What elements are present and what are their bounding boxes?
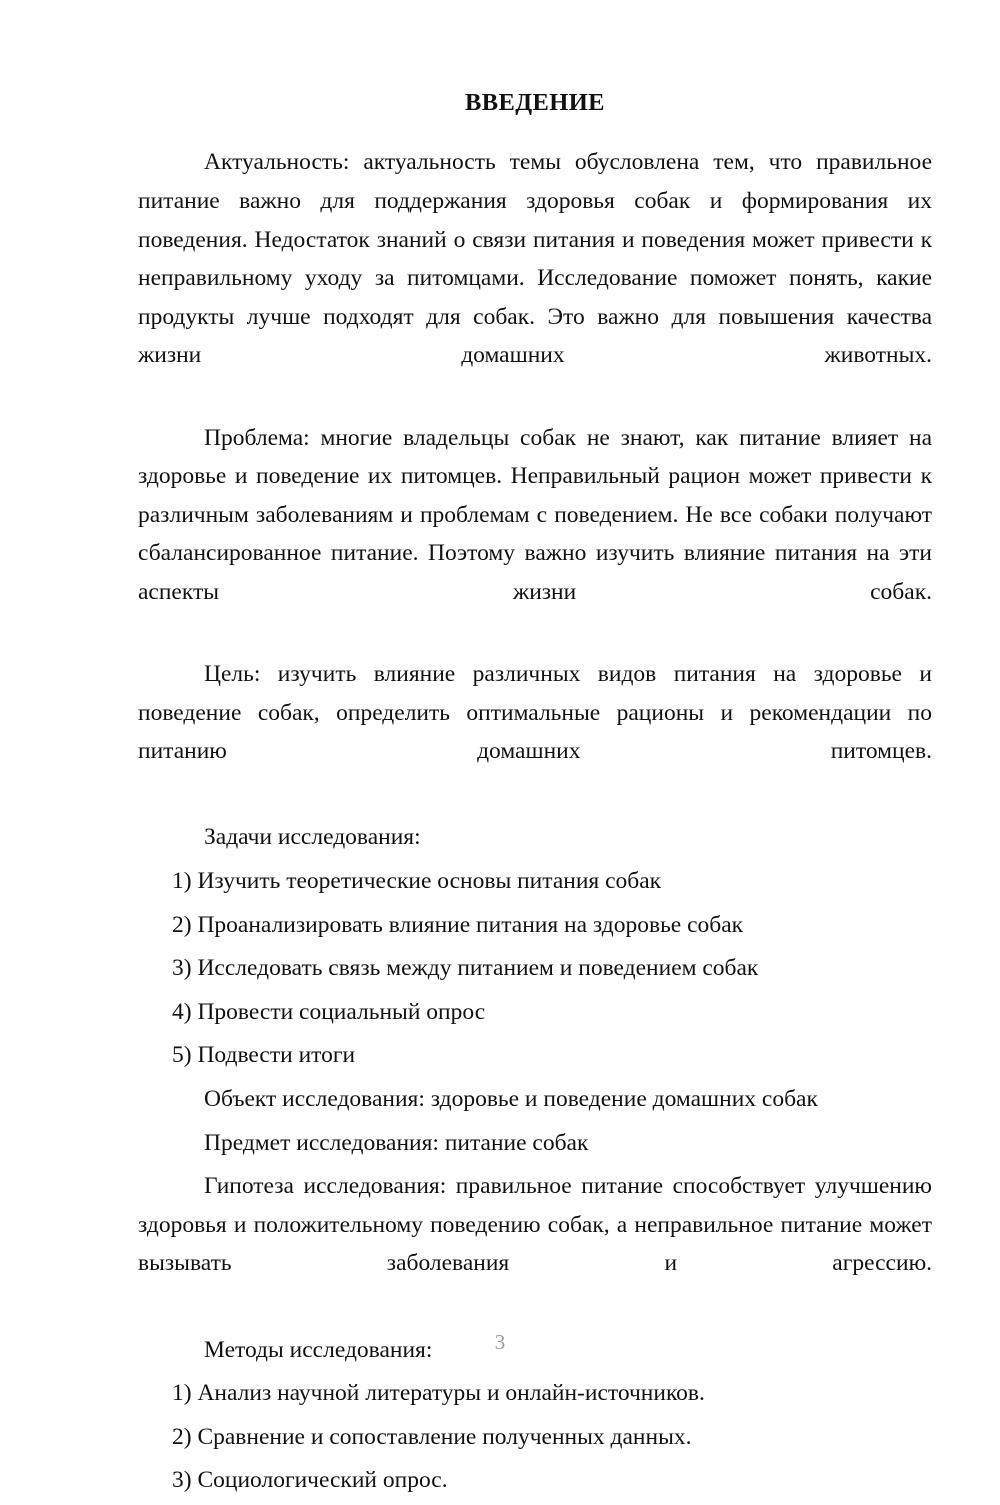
list-item: 3) Исследовать связь между питанием и поведением собак <box>172 955 759 982</box>
document-body <box>138 88 932 1505</box>
paragraph-relevance: Актуальность: актуальность темы обусловлена тем, что правильное питание важно для поддержания здоровья собак и формирования их поведения. Недостаток знаний о связи питания и поведения может привести к неправильному уходу за питомцами. Исследование поможет понять, какие продукты лучше подходят для собак. Это важно для повышения качества жизни домашних животных. <box>138 149 932 369</box>
paragraph-problem: Проблема: многие владельцы собак не знают, как питание влияет на здоровье и поведение их питомцев. Неправильный рацион может привести к различным заболеваниям и проблемам с поведением. Не все собаки получают сбалансированное питание. Поэтому важно изучить влияние питания на эти аспекты жизни собак. <box>138 424 932 605</box>
list-item: 2) Сравнение и сопоставление полученных данных. <box>172 1423 692 1450</box>
list-item: 4) Провести социальный опрос <box>172 998 486 1025</box>
methods-label: Методы исследования: <box>204 1336 433 1363</box>
list-item: 3) Социологический опрос. <box>172 1467 448 1494</box>
tasks-list <box>138 862 932 1075</box>
list-item: 2) Проанализировать влияние питания на здоровье собак <box>172 911 744 938</box>
page-number: 3 <box>494 1330 506 1354</box>
page-title: ВВЕДЕНИЕ <box>465 89 605 116</box>
list-item: 1) Анализ научной литературы и онлайн-источников. <box>172 1380 705 1407</box>
tasks-label: Задачи исследования: <box>204 824 421 851</box>
methods-list <box>138 1374 932 1500</box>
subject-of-research-line: Предмет исследования: питание собак <box>204 1129 589 1156</box>
object-of-research-line: Объект исследования: здоровье и поведение домашних собак <box>204 1086 818 1113</box>
list-item: 1) Изучить теоретические основы питания собак <box>172 868 662 895</box>
paragraph-hypothesis: Гипотеза исследования: правильное питание способствует улучшению здоровья и положительному поведению собак, а неправильное питание может вызывать заболевания и агрессию. <box>138 1173 932 1277</box>
paragraph-goal: Цель: изучить влияние различных видов питания на здоровье и поведение собак, определить оптимальные рационы и рекомендации по питанию домашних питомцев. <box>138 661 932 765</box>
list-item: 5) Подвести итоги <box>172 1042 356 1069</box>
